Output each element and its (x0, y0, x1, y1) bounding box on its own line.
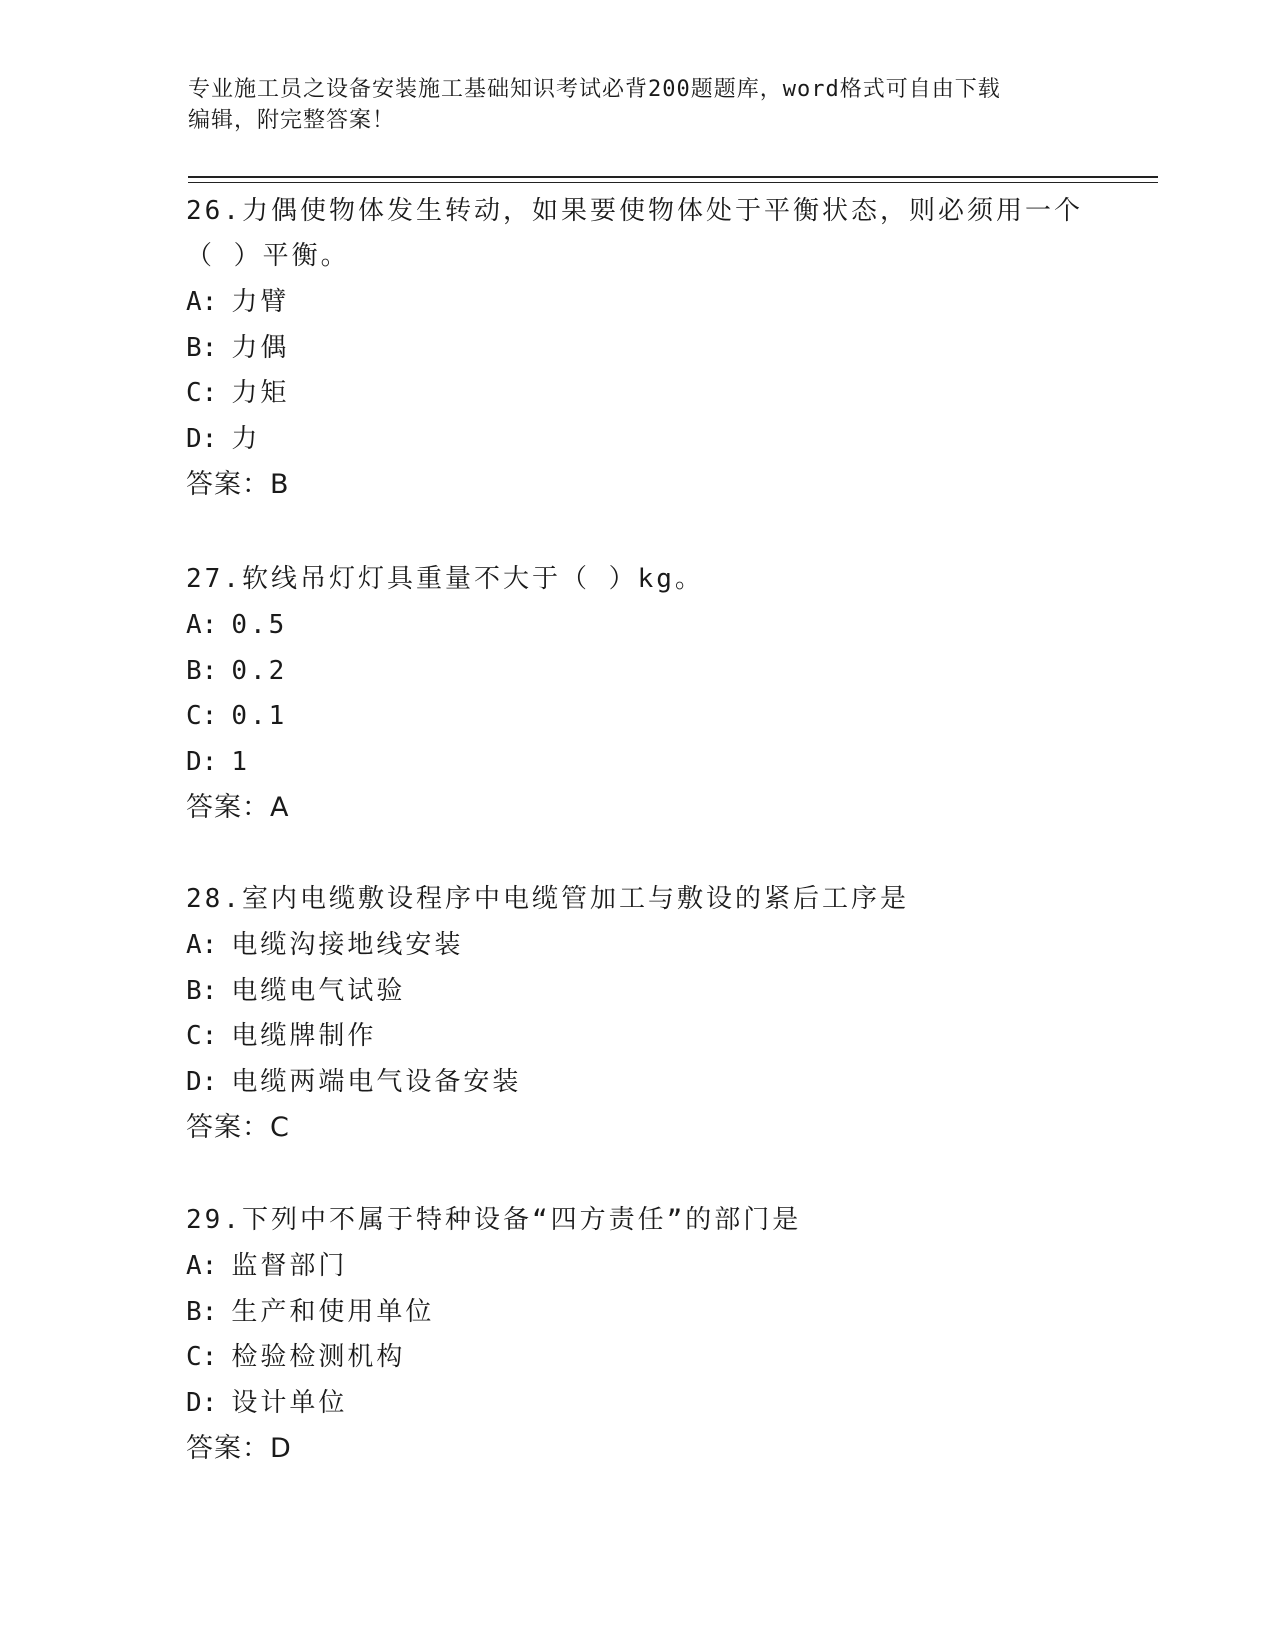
answer-line (186, 785, 1186, 831)
option-text: 电缆牌制作 (231, 1021, 377, 1051)
option-c (186, 1014, 1186, 1060)
question-stem-line: 28.室内电缆敷设程序中电缆管加工与敷设的紧后工序是 (186, 884, 909, 914)
question-stem-line: 26.力偶使物体发生转动，如果要使物体处于平衡状态，则必须用一个 (186, 196, 1083, 226)
option-separator: : (201, 1296, 218, 1327)
option-text: 0.5 (231, 610, 288, 640)
answer-value: C (270, 1112, 290, 1143)
answer-line (186, 1426, 1186, 1472)
option-letter: D (186, 746, 202, 777)
question-26 (186, 189, 1186, 508)
option-letter: A (186, 287, 202, 317)
option-letter: A (186, 930, 202, 960)
option-letter: B (186, 655, 202, 686)
option-letter: B (186, 1296, 202, 1327)
option-text: 检验检测机构 (231, 1342, 406, 1372)
option-c (186, 371, 1186, 417)
question-28 (186, 877, 1186, 1151)
option-separator: : (201, 610, 218, 640)
question-stem-line: 29.下列中不属于特种设备“四方责任”的部门是 (186, 1205, 802, 1235)
option-c (186, 1335, 1186, 1381)
option-separator: : (201, 1021, 218, 1051)
option-letter: B (186, 332, 202, 363)
option-separator: : (201, 378, 218, 408)
option-letter: C (186, 701, 202, 731)
answer-line (186, 462, 1186, 508)
option-separator: : (201, 1066, 218, 1097)
option-letter: D (186, 1066, 202, 1097)
header-divider-thin (188, 182, 1158, 183)
option-b (186, 1290, 1186, 1336)
question-stem-line: （ ）平衡。 (186, 241, 350, 271)
question-stem (186, 877, 1186, 922)
option-a (186, 280, 1186, 326)
option-text: 电缆沟接地线安装 (231, 930, 464, 960)
option-text: 电缆两端电气设备安装 (231, 1066, 522, 1097)
option-c (186, 694, 1186, 740)
option-b (186, 326, 1186, 372)
answer-label: 答案： (186, 469, 270, 500)
option-text: 生产和使用单位 (231, 1296, 435, 1327)
option-letter: C (186, 1021, 202, 1051)
option-separator: : (201, 701, 218, 731)
option-a (186, 603, 1186, 649)
answer-value: B (270, 469, 290, 500)
header-divider-thick (188, 176, 1158, 178)
option-letter: A (186, 610, 202, 640)
answer-label: 答案： (186, 792, 270, 823)
question-stem (186, 1198, 1186, 1243)
option-b (186, 969, 1186, 1015)
option-separator: : (201, 1251, 218, 1281)
answer-line (186, 1105, 1186, 1151)
option-text: 力偶 (231, 332, 290, 363)
option-separator: : (201, 287, 218, 317)
option-separator: : (201, 423, 218, 454)
option-letter: D (186, 423, 202, 454)
document-header (188, 74, 1088, 136)
option-a (186, 1244, 1186, 1290)
answer-value: A (270, 792, 290, 823)
header-line-1: 专业施工员之设备安装施工基础知识考试必背200题题库，word格式可自由下载 (188, 77, 1001, 102)
option-d (186, 1381, 1186, 1427)
answer-label: 答案： (186, 1112, 270, 1143)
option-d (186, 1060, 1186, 1106)
option-letter: A (186, 1251, 202, 1281)
option-separator: : (201, 975, 218, 1006)
option-separator: : (201, 332, 218, 363)
question-27 (186, 557, 1186, 831)
option-a (186, 923, 1186, 969)
option-text: 监督部门 (231, 1251, 348, 1281)
option-separator: : (201, 746, 218, 777)
option-text: 0.2 (231, 655, 288, 686)
option-text: 力 (231, 423, 261, 454)
question-29 (186, 1198, 1186, 1472)
answer-value: D (270, 1433, 292, 1464)
option-separator: : (201, 1387, 218, 1418)
option-text: 力臂 (231, 287, 290, 317)
header-line-2: 编辑，附完整答案！ (188, 108, 396, 133)
option-d (186, 740, 1186, 786)
option-letter: D (186, 1387, 202, 1418)
option-d (186, 417, 1186, 463)
option-text: 1 (231, 746, 250, 777)
question-stem (186, 189, 1186, 279)
option-text: 0.1 (231, 701, 288, 731)
option-separator: : (201, 930, 218, 960)
option-text: 力矩 (231, 378, 290, 408)
answer-label: 答案： (186, 1433, 270, 1464)
option-separator: : (201, 655, 218, 686)
option-text: 电缆电气试验 (231, 975, 406, 1006)
option-text: 设计单位 (231, 1387, 348, 1418)
question-stem-line: 27.软线吊灯灯具重量不大于（ ）kg。 (186, 564, 704, 594)
option-letter: C (186, 1342, 202, 1372)
option-separator: : (201, 1342, 218, 1372)
option-letter: B (186, 975, 202, 1006)
option-letter: C (186, 378, 202, 408)
question-stem (186, 557, 1186, 602)
option-b (186, 649, 1186, 695)
